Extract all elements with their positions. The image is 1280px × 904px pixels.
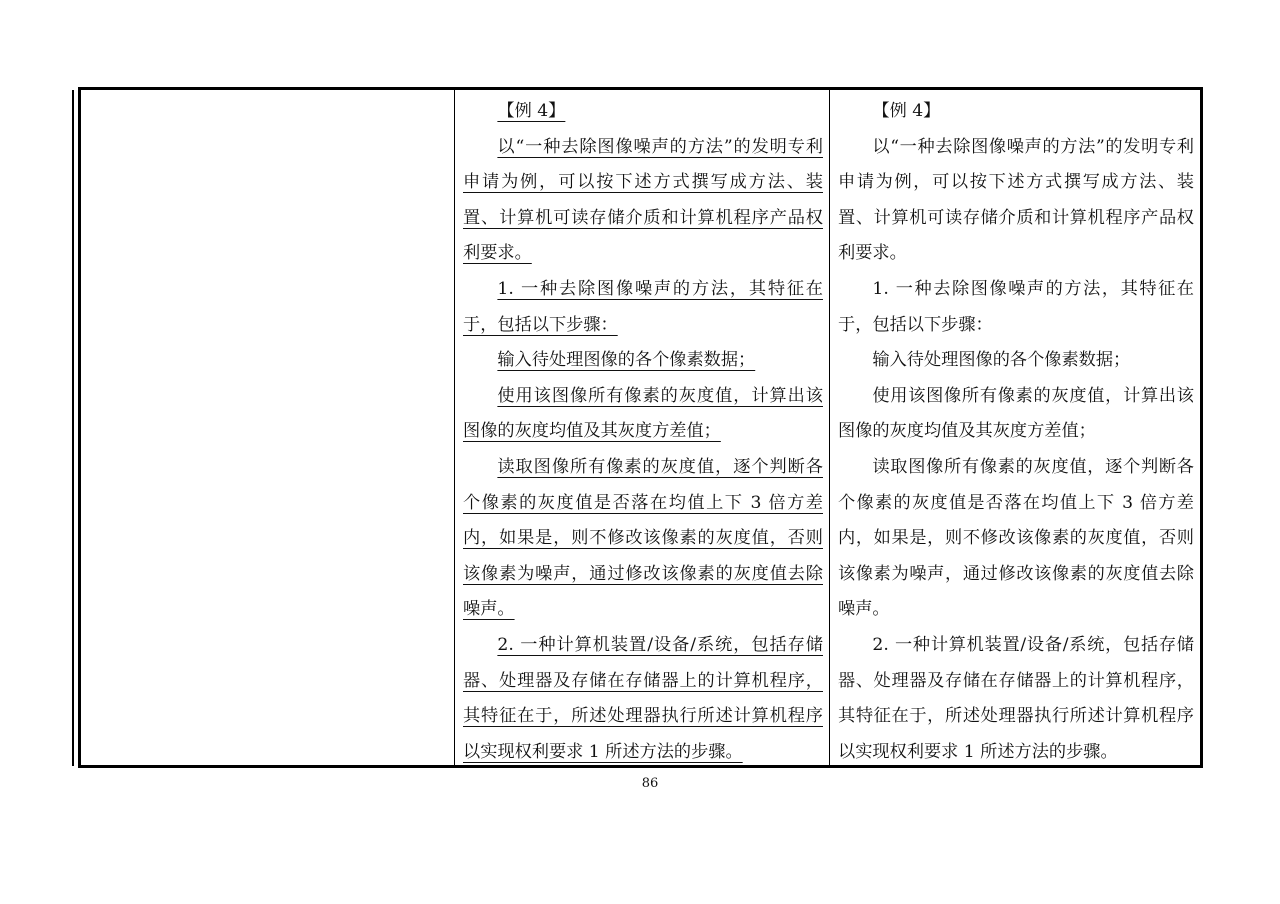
- table-column-left-empty: [81, 90, 455, 765]
- comparison-table: [78, 87, 1203, 768]
- paragraph: 使用该图像所有像素的灰度值，计算出该图像的灰度均值及其灰度方差值；: [838, 385, 1194, 442]
- paragraph: 输入待处理图像的各个像素数据；: [497, 350, 756, 371]
- paragraph: 使用该图像所有像素的灰度值，计算出该图像的灰度均值及其灰度方差值；: [463, 385, 823, 442]
- paragraph: 1. 一种去除图像噪声的方法，其特征在于，包括以下步骤：: [838, 278, 1194, 335]
- paragraph: 读取图像所有像素的灰度值，逐个判断各个像素的灰度值是否落在均值上下 3 倍方差内，如果是，则不修改该像素的灰度值，否则该像素为噪声，通过修改该像素的灰度值去除噪声。: [838, 456, 1194, 620]
- paragraph: 以“一种去除图像噪声的方法”的发明专利申请为例，可以按下述方式撰写成方法、装置、计算机可读存储介质和计算机程序产品权利要求。: [463, 136, 823, 264]
- paragraph: 以“一种去除图像噪声的方法”的发明专利申请为例，可以按下述方式撰写成方法、装置、计算机可读存储介质和计算机程序产品权利要求。: [838, 136, 1194, 264]
- table-column-middle-revised: [455, 90, 830, 765]
- paragraph: 读取图像所有像素的灰度值，逐个判断各个像素的灰度值是否落在均值上下 3 倍方差内，如果是，则不修改该像素的灰度值，否则该像素为噪声，通过修改该像素的灰度值去除噪声。: [463, 456, 823, 620]
- paragraph: 2. 一种计算机装置/设备/系统，包括存储器、处理器及存储在存储器上的计算机程序，其特征在于，所述处理器执行所述计算机程序以实现权利要求 1 所述方法的步骤。: [838, 634, 1194, 762]
- left-margin-rule: [72, 90, 74, 766]
- paragraph: 2. 一种计算机装置/设备/系统，包括存储器、处理器及存储在存储器上的计算机程序，其特征在于，所述处理器执行所述计算机程序以实现权利要求 1 所述方法的步骤。: [463, 634, 823, 762]
- paragraph: 输入待处理图像的各个像素数据；: [872, 350, 1131, 371]
- paragraph: 1. 一种去除图像噪声的方法，其特征在于，包括以下步骤：: [463, 278, 823, 335]
- table-column-right-original: [830, 90, 1200, 765]
- example-heading: 【例 4】: [497, 101, 566, 121]
- page-number: 86: [641, 776, 659, 791]
- example-heading: 【例 4】: [872, 101, 941, 121]
